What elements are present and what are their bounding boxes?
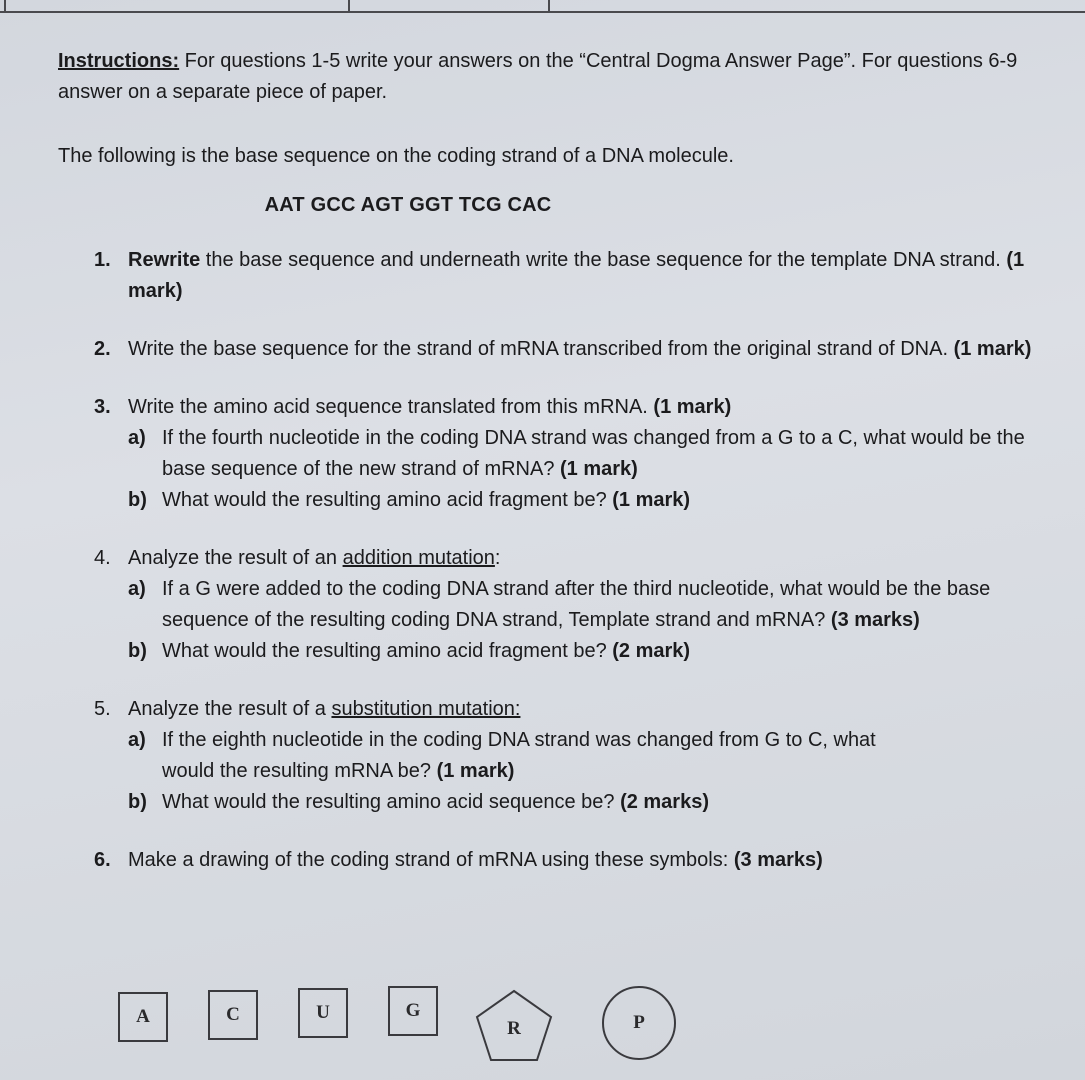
subquestion-marks: (2 mark) — [612, 640, 691, 662]
question-text: Write the amino acid sequence translated from this mRNA. — [128, 396, 654, 418]
subquestion-text: What would the resulting amino acid sequence be? — [162, 791, 621, 813]
question-text: Write the base sequence for the strand of mRNA transcribed from the original strand of DNA. — [128, 338, 954, 360]
dna-sequence: AAT GCC AGT GGT TCG CAC — [264, 194, 552, 216]
question-suffix: : — [494, 547, 501, 569]
question-text: the base sequence and underneath write the base sequence for the template DNA strand. — [200, 249, 1007, 271]
subquestion-text: What would the resulting amino acid fragment be? — [162, 489, 613, 511]
symbol-pentagon-r — [474, 988, 554, 1064]
question-5a — [128, 725, 1048, 787]
subquestion-text: If a G were added to the coding DNA strand after the third nucleotide, what would be the base sequence of the resulting coding DNA strand, Template strand and mRNA? — [162, 578, 991, 631]
subquestion-marks: (1 mark) — [612, 489, 691, 511]
symbol-label: P — [633, 1012, 645, 1033]
question-number: 3. — [94, 396, 111, 418]
instructions-label: Instructions: — [58, 50, 180, 72]
symbol-label: R — [507, 1018, 521, 1039]
question-6 — [58, 845, 1048, 876]
symbol-label: U — [316, 1002, 330, 1023]
question-marks: (1 mark) — [653, 396, 732, 418]
question-text: Analyze the result of an — [128, 547, 343, 569]
subquestion-marks: (3 marks) — [830, 609, 920, 631]
question-number: 2. — [94, 338, 111, 360]
intro-text: The following is the base sequence on the coding strand of a DNA molecule. — [58, 145, 734, 167]
top-rule — [0, 11, 1085, 13]
worksheet-text — [58, 46, 1048, 876]
symbol-square-g — [388, 986, 438, 1036]
question-3b — [128, 485, 1048, 516]
subquestion-label: b) — [128, 640, 147, 662]
subquestion-marks: (1 mark) — [436, 760, 515, 782]
symbol-square-a — [118, 992, 168, 1042]
question-marks: (3 marks) — [733, 849, 823, 871]
top-cell-divider — [548, 0, 550, 13]
question-4 — [58, 543, 1048, 667]
subquestion-text: If the fourth nucleotide in the coding DNA strand was changed from a G to a C, what would be the base sequence of the new strand of mRNA? — [162, 427, 1025, 480]
question-3 — [58, 392, 1048, 516]
question-4a — [128, 574, 1048, 636]
question-number: 1. — [94, 249, 111, 271]
instructions — [58, 46, 1048, 108]
question-3a — [128, 423, 1048, 485]
subquestion-label: a) — [128, 427, 146, 449]
question-1 — [58, 245, 1048, 307]
question-2 — [58, 334, 1048, 365]
question-list — [58, 245, 1048, 876]
symbol-label: G — [405, 1000, 421, 1021]
subquestion-text: What would the resulting amino acid fragment be? — [162, 640, 613, 662]
subquestion-label: b) — [128, 791, 147, 813]
question-number: 5. — [94, 698, 111, 720]
question-number: 6. — [94, 849, 111, 871]
subquestion-text: If the eighth nucleotide in the coding DNA strand was changed from G to C, what would the resulting mRNA be? — [162, 729, 876, 782]
symbol-circle-p — [602, 986, 676, 1060]
subquestion-label: a) — [128, 578, 146, 600]
question-4b — [128, 636, 1048, 667]
question-marks: (1 mark) — [953, 338, 1032, 360]
pentagon-shape — [474, 988, 554, 1064]
symbol-label: A — [136, 1006, 150, 1027]
question-underlined-term: addition mutation — [342, 547, 495, 569]
question-bold-word: Rewrite — [128, 249, 201, 271]
question-underlined-term: substitution mutation: — [331, 698, 521, 720]
subquestion-label: a) — [128, 729, 146, 751]
question-text: Make a drawing of the coding strand of mRNA using these symbols: — [128, 849, 734, 871]
symbol-label: C — [226, 1004, 240, 1025]
question-5 — [58, 694, 1048, 818]
question-text: Analyze the result of a — [128, 698, 332, 720]
symbol-square-c — [208, 990, 258, 1040]
subquestion-marks: (1 mark) — [560, 458, 638, 480]
subquestion-marks: (2 marks) — [620, 791, 709, 813]
top-cell-divider — [348, 0, 350, 13]
symbol-square-u — [298, 988, 348, 1038]
question-5b — [128, 787, 1048, 818]
top-table-edge — [0, 0, 1085, 14]
question-number: 4. — [94, 547, 111, 569]
top-cell-divider — [4, 0, 6, 13]
subquestion-label: b) — [128, 489, 147, 511]
instructions-text: For questions 1-5 write your answers on the “Central Dogma Answer Page”. For questions 6-9 answer on a separate piece of paper. — [58, 50, 1018, 103]
question-marks: (1 mark) — [128, 249, 1025, 302]
